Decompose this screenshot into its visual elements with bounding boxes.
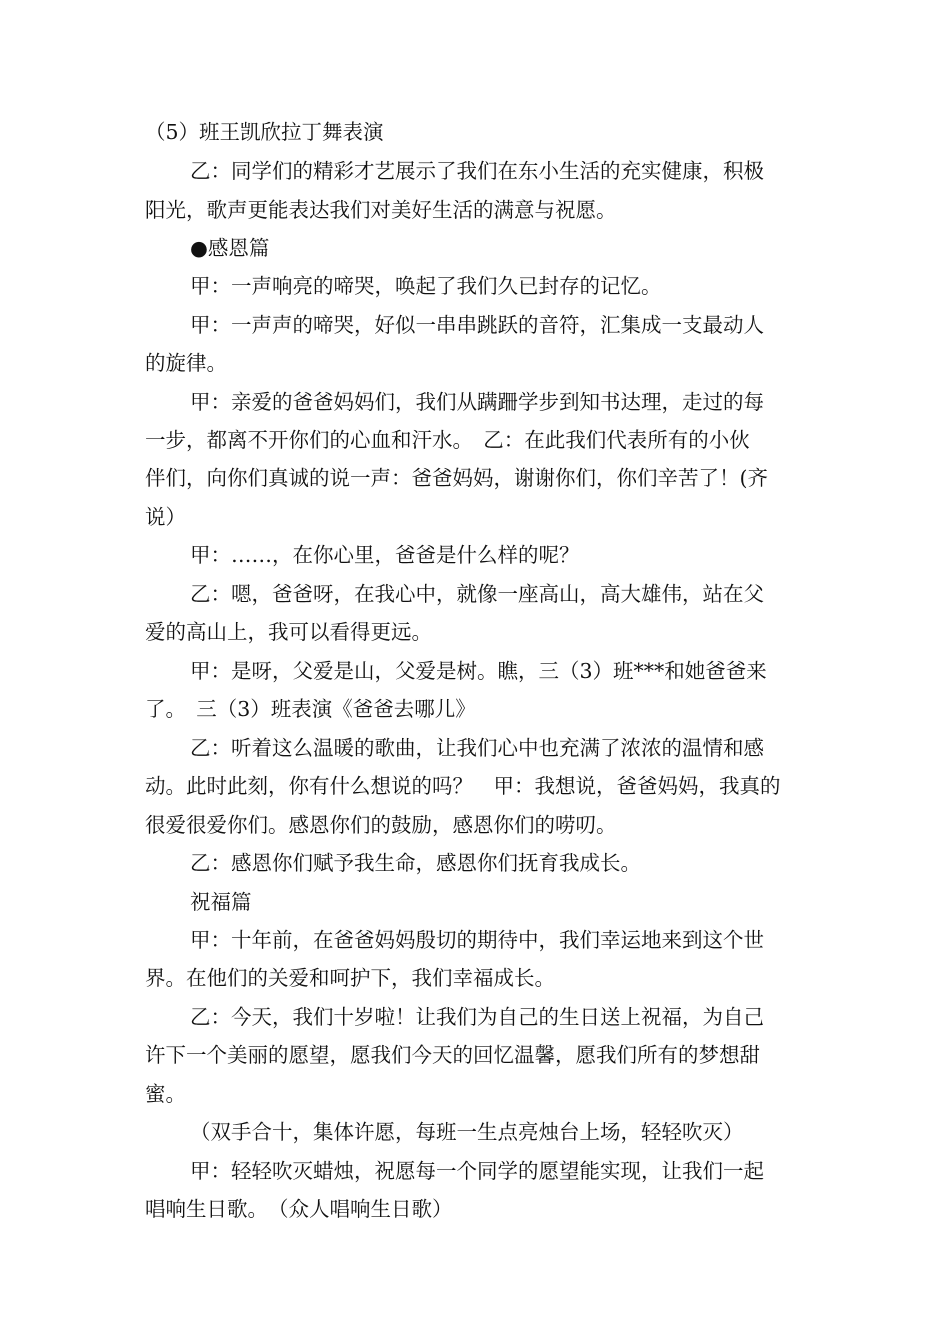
text-line: 爱的高山上，我可以看得更远。 [145,620,432,644]
text-line: 界。在他们的关爱和呵护下，我们幸福成长。 [145,966,555,990]
text-line: 乙：今天，我们十岁啦！让我们为自己的生日送上祝福，为自己 [190,1005,764,1029]
text-line: 甲：是呀，父爱是山，父爱是树。瞧，三（3）班***和她爸爸来 [190,659,767,683]
text-line: 唱响生日歌。 （众人唱响生日歌） [145,1197,453,1221]
text-line: 甲：一声声的啼哭，好似一串串跳跃的音符，汇集成一支最动人 [190,313,764,337]
text-line: 许下一个美丽的愿望，愿我们今天的回忆温馨，愿我们所有的梦想甜 [145,1043,760,1067]
text-line: 乙：感恩你们赋予我生命，感恩你们抚育我成长。 [190,851,641,875]
text-line: 甲：一声响亮的啼哭，唤起了我们久已封存的记忆。 [190,274,662,298]
text-line: 乙：听着这么温暖的歌曲，让我们心中也充满了浓浓的温情和感 [190,736,764,760]
text-line: 甲：轻轻吹灭蜡烛，祝愿每一个同学的愿望能实现，让我们一起 [190,1159,764,1183]
text-line: 伴们，向你们真诚的说一声：爸爸妈妈，谢谢你们，你们辛苦了！(齐 [145,466,768,490]
text-line: 阳光，歌声更能表达我们对美好生活的满意与祝愿。 [145,198,617,222]
text-line: （5）班王凯欣拉丁舞表演 [145,120,384,144]
stage-direction: （双手合十，集体许愿，每班一生点亮烛台上场，轻轻吹灭） [190,1120,744,1144]
text-line: 甲：亲爱的爸爸妈妈们，我们从蹒跚学步到知书达理，走过的每 [190,390,764,414]
text-line: 甲：十年前，在爸爸妈妈殷切的期待中，我们幸运地来到这个世 [190,928,764,952]
text-line: 很爱很爱你们。感恩你们的鼓励，感恩你们的唠叨。 [145,813,617,837]
section-heading: ●感恩篇 [190,236,270,260]
text-line: 了。 三（3）班表演《爸爸去哪儿》 [145,697,476,721]
text-line: 蜜。 [145,1082,186,1106]
text-line: 甲：……，在你心里，爸爸是什么样的呢？ [190,543,580,567]
section-heading: 祝福篇 [190,890,252,914]
text-line: 动。此时此刻，你有什么想说的吗？ 甲：我想说，爸爸妈妈，我真的 [145,774,781,798]
text-line: 一步，都离不开你们的心血和汗水。 乙：在此我们代表所有的小伙 [145,428,750,452]
text-line: 乙：同学们的精彩才艺展示了我们在东小生活的充实健康，积极 [190,159,764,183]
text-line: 乙：嗯，爸爸呀，在我心中，就像一座高山，高大雄伟，站在父 [190,582,764,606]
text-line: 说） [145,505,186,529]
text-line: 的旋律。 [145,351,227,375]
